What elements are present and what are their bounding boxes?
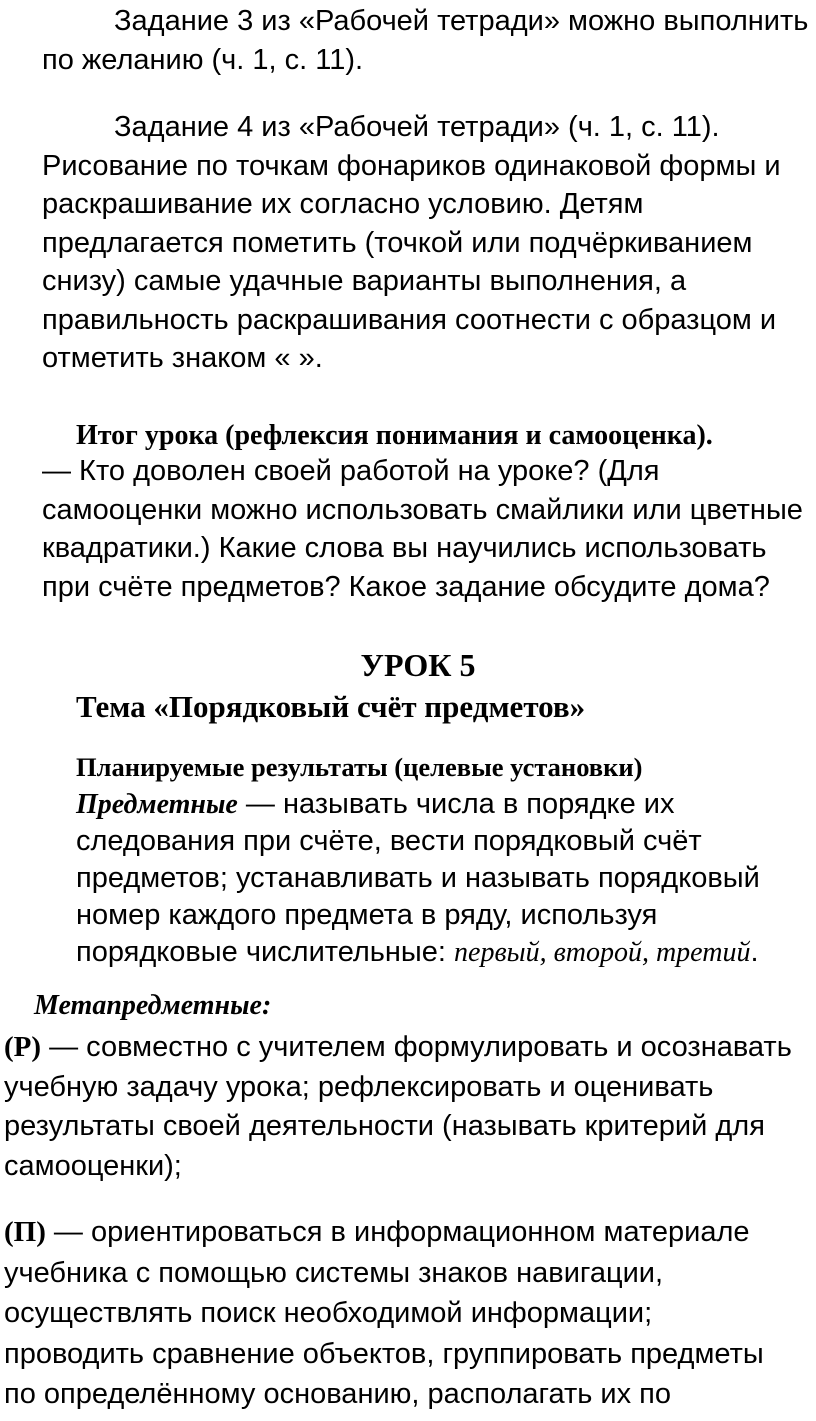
subject-results-paragraph bbox=[76, 786, 796, 971]
lesson-title: УРОК 5 bbox=[360, 647, 476, 683]
regulatory-text: — совместно с учителем формулировать и осознавать учебную задачу урока; рефлексировать и оценивать результаты своей деятельности (называть критерий для самооценки); bbox=[4, 1031, 792, 1182]
cognitive-label: (П) bbox=[4, 1216, 46, 1248]
subject-results-end: . bbox=[750, 936, 759, 968]
cognitive-paragraph bbox=[4, 1212, 794, 1415]
cognitive-text: — ориентироваться в информационном материале учебника с помощью системы знаков навигации, осуществлять поиск необходимой информации; проводить сравнение объектов, группировать предметы по определённому основанию, располагать их по bbox=[4, 1216, 764, 1410]
subject-results-examples: первый, второй, третий bbox=[454, 937, 751, 968]
task4-paragraph: Задание 4 из «Рабочей тетради» (ч. 1, с. 11). Рисование по точкам фонариков одинаковой формы и раскрашивание их согласно условию. Детям предлагается пометить (точкой или подчёркиванием снизу) самые удачные варианты выполнения, а правильность раскрашивания соотнести с образцом и отметить знаком « ». bbox=[42, 111, 781, 374]
regulatory-label: (Р) bbox=[4, 1031, 42, 1063]
subject-results-text: — называть числа в порядке их следования при счёте, вести порядковый счёт предметов; устанавливать и называть порядковый номер каждого предмета в ряду, используя порядковые числительные: bbox=[76, 788, 760, 968]
summary-heading-text: Итог урока (рефлексия понимания и самооценка). bbox=[76, 420, 713, 451]
task3-paragraph: Задание 3 из «Рабочей тетради» можно выполнить по желанию (ч. 1, с. 11). bbox=[42, 5, 809, 76]
lesson-topic: Тема «Порядковый счёт предметов» bbox=[76, 689, 586, 724]
meta-results-heading-text: Метапредметные: bbox=[34, 990, 272, 1021]
meta-results-heading bbox=[34, 988, 774, 1024]
regulatory-paragraph bbox=[4, 1028, 804, 1186]
summary-heading bbox=[76, 418, 816, 454]
planned-results-heading: Планируемые результаты (целевые установки) bbox=[76, 752, 643, 782]
summary-paragraph: — Кто доволен своей работой на уроке? (Для самооценки можно использовать смайлики или цветные квадратики.) Какие слова вы научились использовать при счёте предметов? Какое задание обсудите дома? bbox=[42, 455, 803, 603]
subject-results-label: Предметные bbox=[76, 789, 238, 820]
